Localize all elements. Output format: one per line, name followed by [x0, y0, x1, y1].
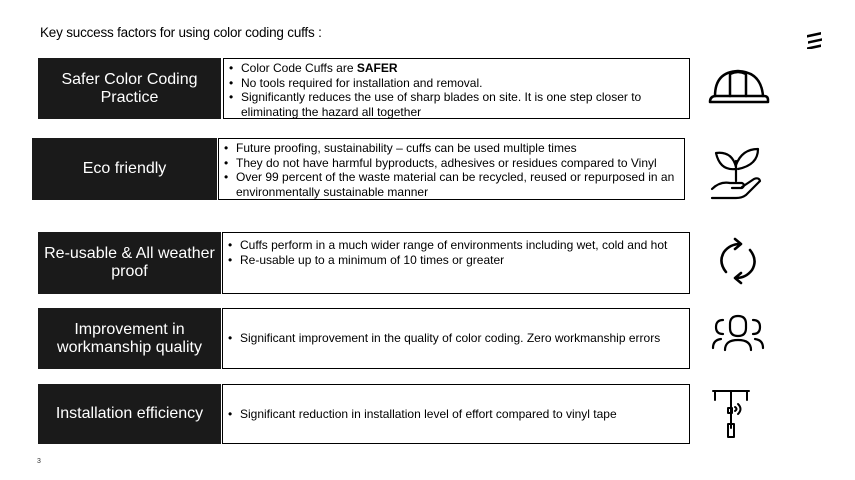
- factor-details: [222, 384, 690, 444]
- company-logo-icon: [806, 31, 824, 49]
- page-title: Key success factors for using color coding cuffs :: [40, 25, 322, 40]
- factor-row-safer: [38, 58, 690, 119]
- antenna-tower-icon: [711, 388, 751, 440]
- factor-details: [222, 232, 690, 294]
- plant-in-hand-icon: [708, 145, 764, 203]
- bullet-item: • Cuffs perform in a much wider range of environments including wet, cold and hot: [228, 238, 683, 253]
- bullet-item: • No tools required for installation and removal.: [229, 76, 683, 91]
- bullet-item: • Re-usable up to a minimum of 10 times or greater: [228, 253, 683, 268]
- team-icon: [711, 312, 765, 352]
- recycle-arrows-icon: [716, 236, 760, 286]
- factor-label: Eco friendly: [32, 138, 217, 200]
- bullet-item: • Over 99 percent of the waste material can be recycled, reused or repurposed in an environmentally sustainable manner: [224, 170, 678, 199]
- bullet-item: • They do not have harmful byproducts, adhesives or residues compared to Vinyl: [224, 156, 678, 171]
- factor-label: Re-usable & All weather proof: [38, 232, 221, 294]
- factor-row-eco: [32, 138, 685, 200]
- factor-label: Safer Color Coding Practice: [38, 58, 221, 119]
- factor-details: [223, 58, 690, 119]
- bullet-item: • Significant improvement in the quality of color coding. Zero workmanship errors: [228, 331, 683, 346]
- bullet-item: • Future proofing, sustainability – cuffs can be used multiple times: [224, 141, 678, 156]
- factor-row-workmanship: [38, 308, 690, 369]
- factor-row-reusable: [38, 232, 690, 294]
- bullet-item: • Significantly reduces the use of sharp blades on site. It is one step closer to eliminating the hazard all together: [229, 90, 683, 119]
- factor-details: [218, 138, 685, 200]
- factor-label: Installation efficiency: [38, 384, 221, 444]
- page-number: 3: [37, 458, 41, 465]
- factor-row-installation: [38, 384, 690, 444]
- factor-details: [222, 308, 690, 369]
- hard-hat-icon: [706, 66, 770, 110]
- bullet-item: • Significant reduction in installation level of effort compared to vinyl tape: [228, 407, 683, 422]
- bullet-item: • Color Code Cuffs are SAFER: [229, 61, 683, 76]
- factor-label: Improvement in workmanship quality: [38, 308, 221, 369]
